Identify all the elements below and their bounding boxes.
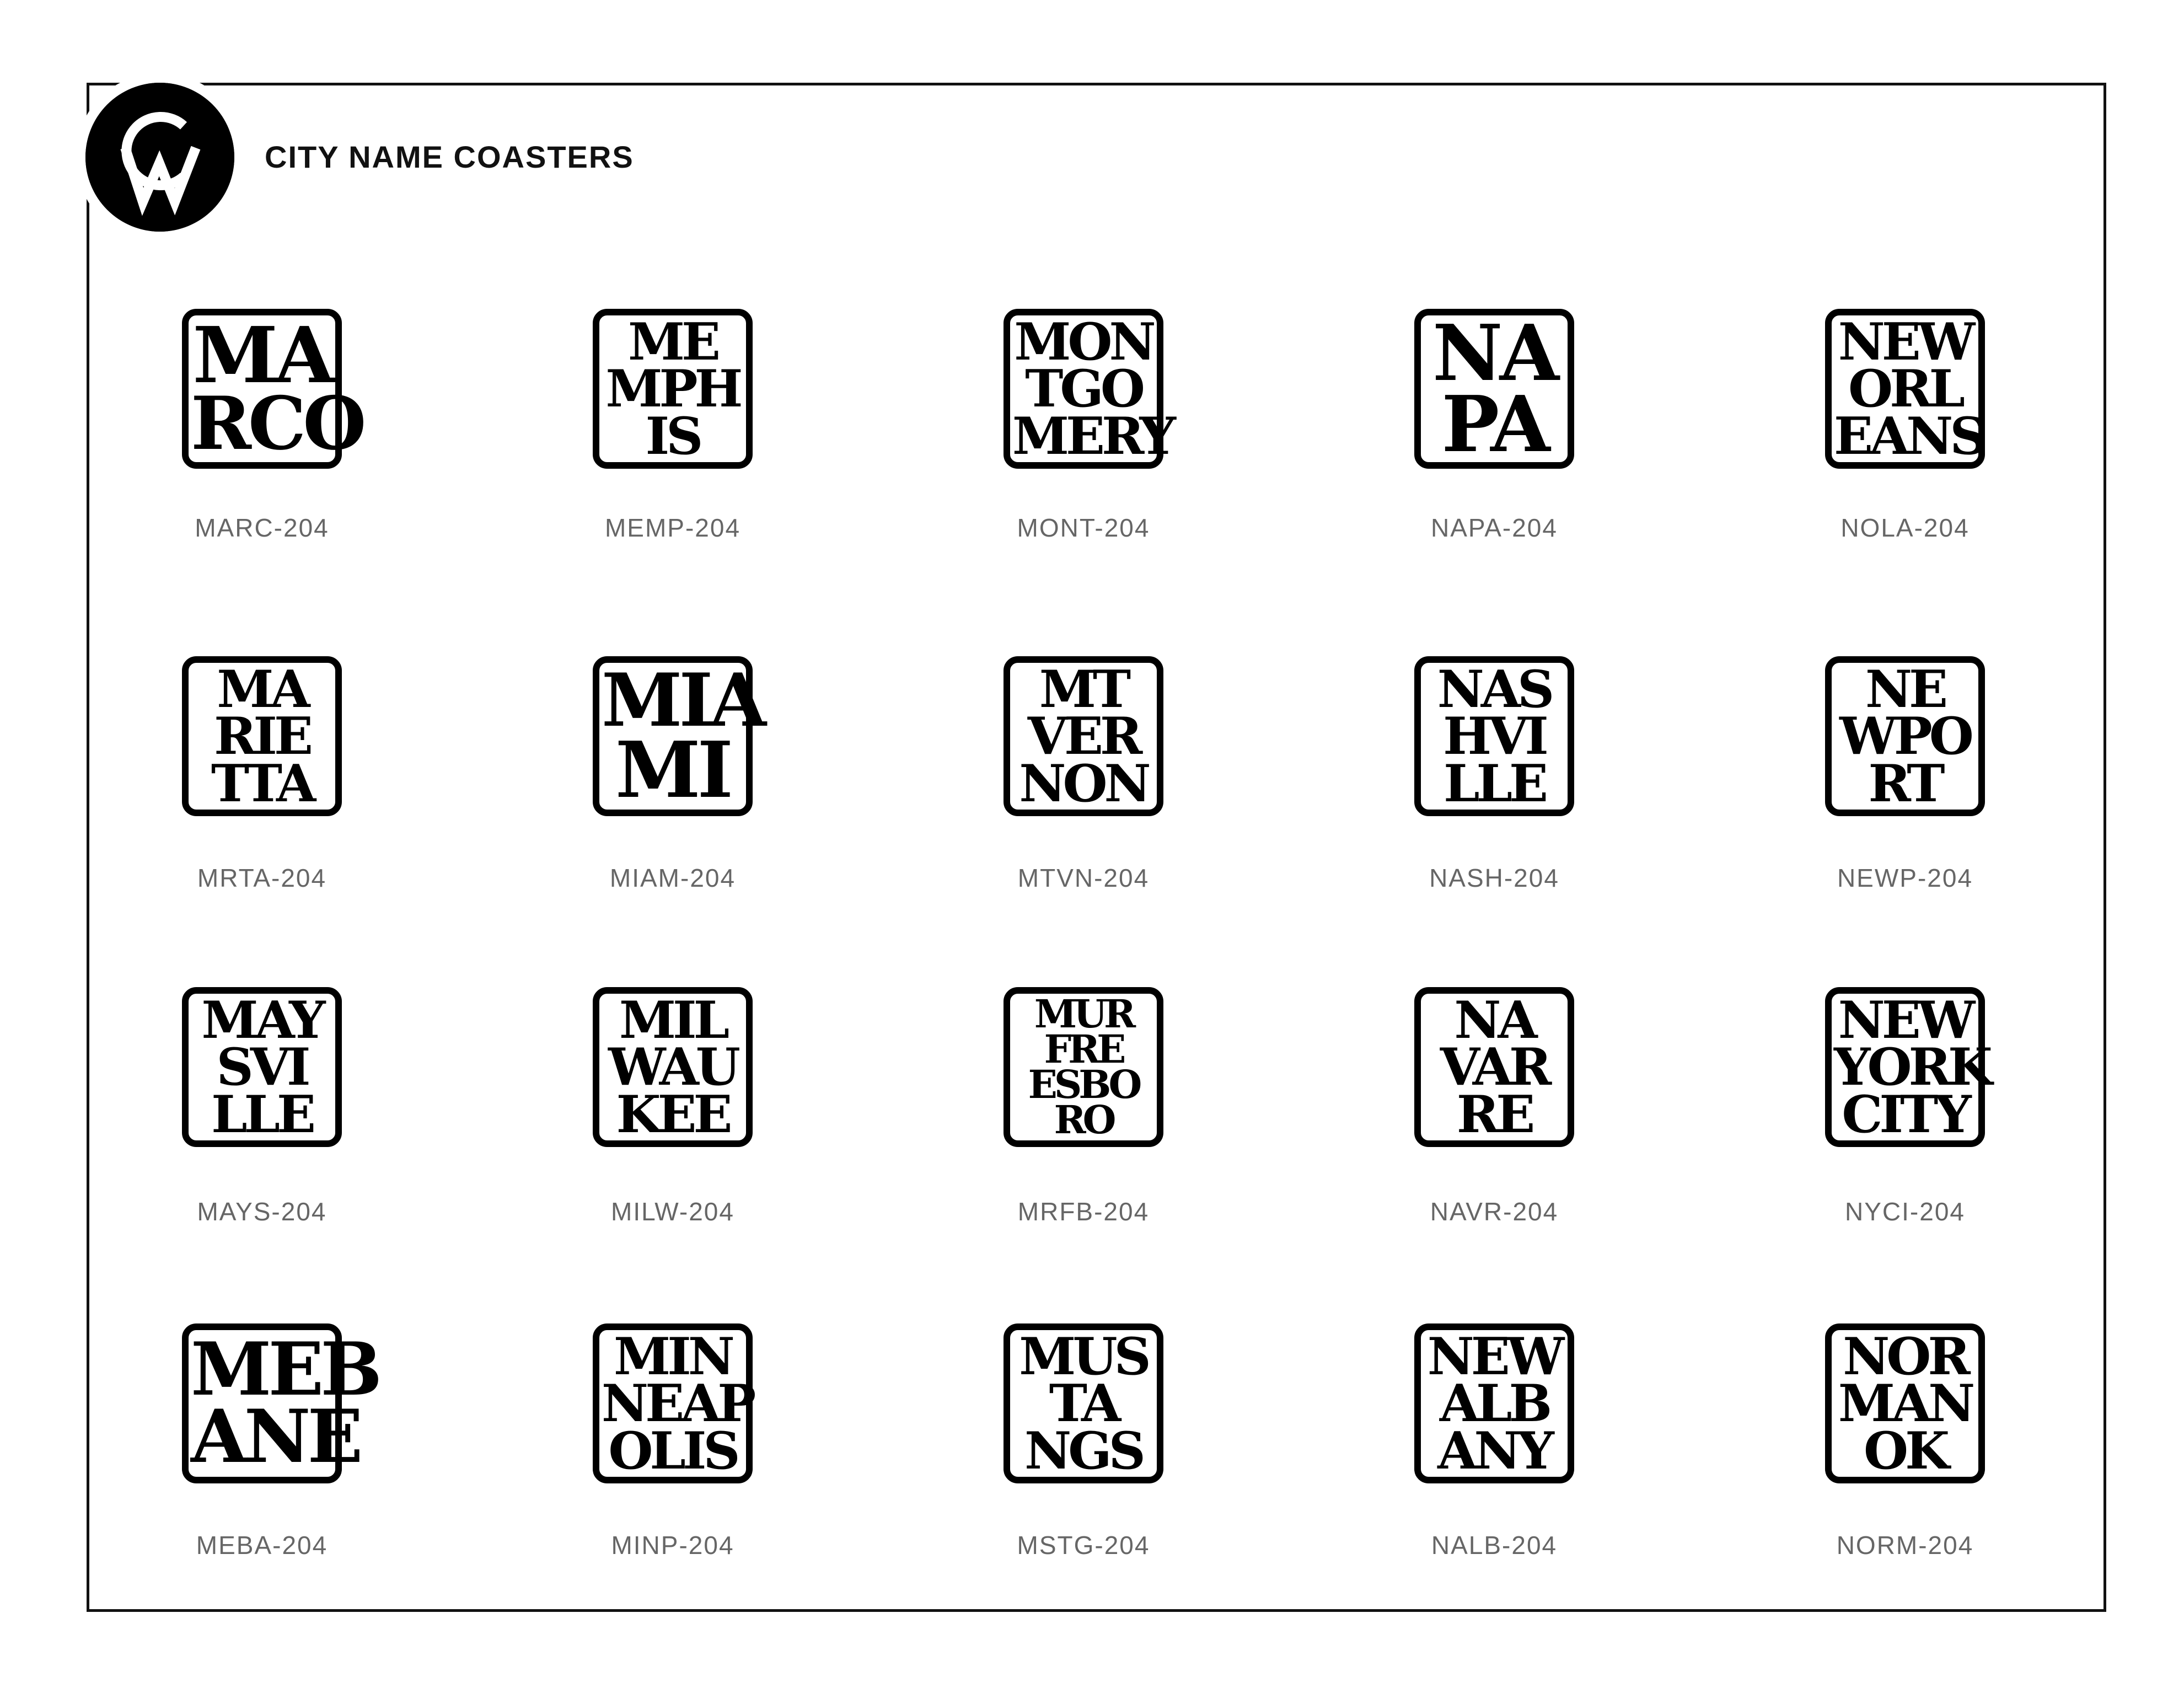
coaster-image xyxy=(1414,309,1574,469)
sku-label: MRFB-204 xyxy=(1017,1197,1150,1226)
coaster-text-line: MEB xyxy=(191,1327,379,1413)
coaster-text-line: MUR xyxy=(1034,991,1133,1037)
coaster-item[interactable] xyxy=(1762,656,2048,892)
coaster-lettering xyxy=(1423,658,1565,813)
coaster-text-line: RO xyxy=(1054,1097,1113,1143)
coaster-text-line: MIN xyxy=(614,1326,732,1386)
coaster-image xyxy=(1414,987,1574,1147)
coaster-lettering xyxy=(1012,1326,1155,1481)
coaster-text-line: MAY xyxy=(201,989,323,1050)
coaster-text-line: PA xyxy=(1441,379,1547,469)
coaster-text-line: NGS xyxy=(1024,1420,1142,1481)
coaster-text-line: VAR xyxy=(1440,1037,1549,1097)
coaster-text-line: LLE xyxy=(1444,753,1545,813)
coaster-text-line: CITY xyxy=(1842,1084,1968,1144)
coaster-lettering xyxy=(1012,658,1155,813)
coaster-text-line: RE xyxy=(1456,1084,1532,1144)
coaster-text-line: NEW xyxy=(1838,989,1972,1050)
coaster-image xyxy=(1825,1323,1985,1483)
coaster-text-line: MI xyxy=(615,724,730,815)
coaster-text-line: TTA xyxy=(211,753,313,813)
coaster-text-line: NEW xyxy=(1838,311,1972,372)
coaster-text-line: MUS xyxy=(1019,1326,1148,1386)
coaster-text-line: RCO xyxy=(191,381,363,467)
sku-label: MARC-204 xyxy=(195,513,329,542)
sku-label: NAVR-204 xyxy=(1430,1197,1559,1226)
coaster-image xyxy=(1004,309,1173,469)
coaster-lettering xyxy=(1012,311,1173,466)
coaster-text-line: MIA xyxy=(602,657,763,743)
coaster-text-line: MERY xyxy=(1012,405,1173,466)
coaster-text-line: OLIS xyxy=(608,1420,737,1481)
coaster-image xyxy=(593,309,753,469)
coaster-text-line: ORL xyxy=(1848,358,1962,419)
coaster-image xyxy=(593,656,763,816)
coaster-text-line: NA xyxy=(1432,308,1557,399)
coaster-item[interactable] xyxy=(529,656,816,892)
coaster-lettering xyxy=(602,311,744,466)
page-title: CITY NAME COASTERS xyxy=(265,140,634,174)
sku-label: MIAM-204 xyxy=(609,864,736,892)
sku-label: MTVN-204 xyxy=(1017,864,1150,892)
coaster-lettering xyxy=(1423,308,1565,469)
coaster-text-line: YORK xyxy=(1834,1037,1989,1097)
coaster-image xyxy=(1825,309,1985,469)
coaster-text-line: RIE xyxy=(214,706,310,767)
coaster-lettering xyxy=(191,658,333,813)
coaster-image xyxy=(1004,1323,1163,1483)
sku-label: MAYS-204 xyxy=(197,1197,327,1226)
sku-label: NYCI-204 xyxy=(1845,1197,1965,1226)
coaster-lettering xyxy=(602,657,763,815)
coaster-text-line: FRE xyxy=(1044,1026,1123,1072)
coaster-lettering xyxy=(1423,989,1565,1144)
coaster-text-line: ANE xyxy=(191,1394,360,1480)
coaster-image xyxy=(182,987,342,1147)
sku-label: NEWP-204 xyxy=(1837,864,1973,892)
coaster-text-line: MIL xyxy=(619,989,727,1050)
coaster-text-line: ME xyxy=(627,311,717,372)
coaster-text-line: MPH xyxy=(605,358,740,419)
cw-monogram-icon xyxy=(85,83,234,232)
coaster-item[interactable] xyxy=(119,1323,405,1560)
coaster-item[interactable] xyxy=(1762,987,2048,1226)
coaster-text-line: NAS xyxy=(1437,658,1552,719)
coaster-item[interactable] xyxy=(1351,1323,1638,1560)
coaster-item[interactable] xyxy=(1351,656,1638,892)
coaster-text-line: NEW xyxy=(1427,1326,1561,1386)
coaster-lettering xyxy=(1834,311,1984,466)
coaster-item[interactable] xyxy=(940,309,1227,540)
coaster-text-line: IS xyxy=(645,405,700,466)
coaster-lettering xyxy=(191,989,333,1144)
coaster-lettering xyxy=(1834,658,1976,813)
sku-label: MILW-204 xyxy=(611,1197,734,1226)
coaster-image xyxy=(1004,656,1163,816)
coaster-lettering xyxy=(602,989,744,1144)
coaster-image xyxy=(1414,656,1574,816)
coaster-lettering xyxy=(191,309,363,467)
sku-label: NASH-204 xyxy=(1429,864,1559,892)
coaster-text-line: NOR xyxy=(1843,1326,1967,1386)
sku-label: MONT-204 xyxy=(1017,513,1150,542)
coaster-text-line: OK xyxy=(1863,1420,1946,1481)
coaster-image xyxy=(1825,987,1989,1147)
coaster-lettering xyxy=(1423,1326,1565,1481)
coaster-image xyxy=(593,1323,753,1483)
coaster-text-line: MA xyxy=(217,658,307,719)
coaster-item[interactable] xyxy=(119,656,405,892)
coaster-text-line: MAN xyxy=(1838,1373,1972,1434)
coaster-text-line: WAU xyxy=(608,1037,737,1097)
coaster-image xyxy=(182,309,363,469)
coaster-image xyxy=(182,1323,379,1483)
coaster-item[interactable] xyxy=(529,309,816,540)
sku-label: NALB-204 xyxy=(1431,1531,1558,1560)
coaster-lettering xyxy=(1834,1326,1976,1481)
coaster-item[interactable] xyxy=(940,987,1227,1226)
coaster-text-line: NA xyxy=(1454,989,1534,1050)
sku-label: NOLA-204 xyxy=(1840,513,1970,542)
coaster-item[interactable] xyxy=(529,987,816,1226)
sku-label: MEMP-204 xyxy=(604,513,741,542)
coaster-text-line: SVI xyxy=(216,1037,308,1097)
sku-label: NAPA-204 xyxy=(1431,513,1558,542)
coaster-item[interactable] xyxy=(529,1323,816,1560)
coaster-text-line: LLE xyxy=(211,1084,313,1144)
coaster-text-line: ANY xyxy=(1437,1420,1551,1481)
coaster-text-line: HVI xyxy=(1443,706,1546,767)
coaster-item[interactable] xyxy=(1762,1323,2048,1560)
coaster-image xyxy=(1004,987,1163,1147)
coaster-image xyxy=(593,987,753,1147)
coaster-text-line: TA xyxy=(1049,1373,1118,1434)
coaster-text-line: RT xyxy=(1868,753,1942,813)
coaster-text-line: EANS xyxy=(1834,405,1984,466)
coaster-text-line: WPO xyxy=(1839,706,1971,767)
coaster-text-line: VER xyxy=(1027,706,1140,767)
coaster-text-line: TGO xyxy=(1025,358,1142,419)
coaster-lettering xyxy=(191,1327,379,1480)
coaster-text-line: MA xyxy=(192,309,331,400)
sku-label: MRTA-204 xyxy=(197,864,327,892)
cw-logo-icon xyxy=(76,73,244,242)
coaster-text-line: MON xyxy=(1014,311,1153,372)
coaster-item[interactable] xyxy=(119,987,405,1226)
coaster-item[interactable] xyxy=(119,309,405,540)
coaster-lettering xyxy=(1012,991,1155,1143)
coaster-text-line: KEE xyxy=(616,1084,729,1144)
coaster-item[interactable] xyxy=(940,1323,1227,1560)
coaster-text-line: NON xyxy=(1019,753,1148,813)
coaster-item[interactable] xyxy=(1351,309,1638,540)
coaster-text-line: ALB xyxy=(1439,1373,1549,1434)
coaster-text-line: MT xyxy=(1039,658,1128,719)
coaster-lettering xyxy=(1834,989,1989,1144)
coaster-image xyxy=(1825,656,1985,816)
sku-label: NORM-204 xyxy=(1836,1531,1974,1560)
coaster-item[interactable] xyxy=(1762,309,2048,540)
sku-label: MSTG-204 xyxy=(1017,1531,1150,1560)
coaster-text-line: NE xyxy=(1865,658,1945,719)
coaster-item[interactable] xyxy=(1351,987,1638,1226)
coaster-lettering xyxy=(602,1326,753,1481)
sku-label: MINP-204 xyxy=(611,1531,734,1560)
coaster-item[interactable] xyxy=(940,656,1227,892)
coaster-image xyxy=(1414,1323,1574,1483)
coaster-text-line: ESBO xyxy=(1028,1062,1139,1107)
coaster-text-line: NEAP xyxy=(602,1373,753,1434)
coaster-image xyxy=(182,656,342,816)
sku-label: MEBA-204 xyxy=(196,1531,328,1560)
